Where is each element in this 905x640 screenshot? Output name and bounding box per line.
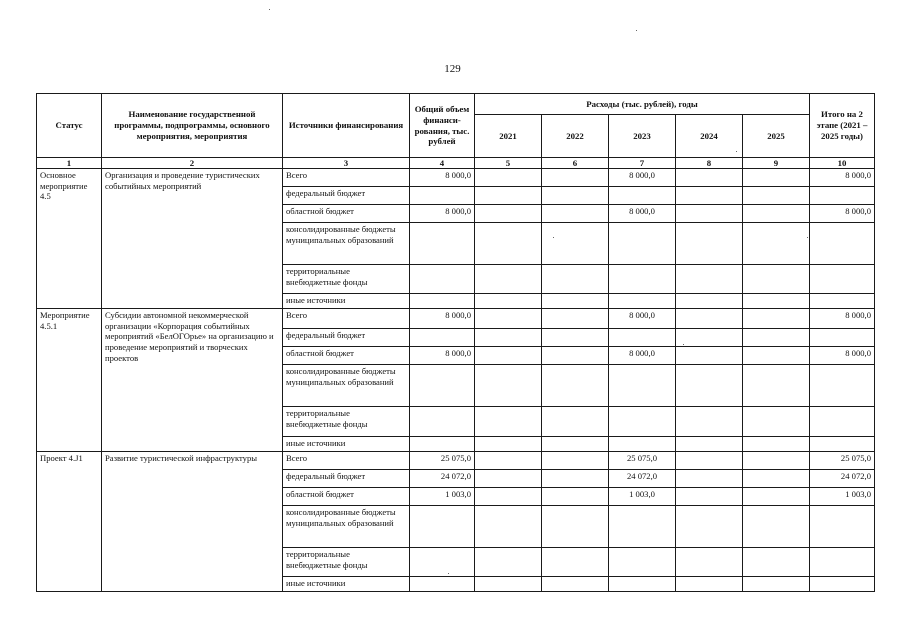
year-cell xyxy=(743,347,810,365)
year-cell xyxy=(743,488,810,506)
stage-total-value: 8 000,0 xyxy=(810,309,875,329)
year-cell xyxy=(676,205,743,223)
year-cell xyxy=(676,577,743,592)
header-total: Общий объем финанси-рования, тыс. рублей xyxy=(410,94,475,158)
year-cell xyxy=(743,294,810,309)
total-value xyxy=(410,407,475,437)
y2023-value xyxy=(609,407,676,437)
year-cell xyxy=(475,407,542,437)
source-label: областной бюджет xyxy=(283,347,410,365)
stage-total-value xyxy=(810,294,875,309)
stage-total-value xyxy=(810,265,875,294)
total-value xyxy=(410,187,475,205)
year-cell xyxy=(475,169,542,187)
column-number: 2 xyxy=(102,158,283,169)
year-cell xyxy=(542,506,609,548)
source-label: консолидированные бюджеты муниципальных образований xyxy=(283,506,410,548)
year-cell xyxy=(676,506,743,548)
total-value: 8 000,0 xyxy=(410,309,475,329)
stage-total-value xyxy=(810,548,875,577)
source-label: территориальные внебюджетные фонды xyxy=(283,265,410,294)
year-cell xyxy=(676,169,743,187)
year-cell xyxy=(542,294,609,309)
year-cell xyxy=(475,506,542,548)
column-number: 1 xyxy=(37,158,102,169)
year-cell xyxy=(676,294,743,309)
header-expenses: Расходы (тыс. рублей), годы xyxy=(475,94,810,115)
total-value xyxy=(410,577,475,592)
year-cell xyxy=(743,577,810,592)
y2023-value xyxy=(609,365,676,407)
column-number: 9 xyxy=(743,158,810,169)
year-cell xyxy=(542,309,609,329)
year-cell xyxy=(743,265,810,294)
year-cell xyxy=(676,329,743,347)
year-cell xyxy=(676,309,743,329)
year-cell xyxy=(676,452,743,470)
stage-total-value xyxy=(810,506,875,548)
year-cell xyxy=(676,548,743,577)
stage-total-value: 8 000,0 xyxy=(810,169,875,187)
total-value: 1 003,0 xyxy=(410,488,475,506)
header-name: Наименование государственной программы, подпрограммы, основного мероприятия, мероприятия xyxy=(102,94,283,158)
year-cell xyxy=(542,577,609,592)
y2023-value: 8 000,0 xyxy=(609,309,676,329)
y2023-value xyxy=(609,548,676,577)
year-cell xyxy=(475,437,542,452)
scan-speck xyxy=(448,573,449,574)
year-cell xyxy=(676,223,743,265)
year-cell xyxy=(542,548,609,577)
year-cell xyxy=(475,223,542,265)
year-cell xyxy=(676,365,743,407)
year-cell xyxy=(676,187,743,205)
column-number: 5 xyxy=(475,158,542,169)
y2023-value: 8 000,0 xyxy=(609,347,676,365)
header-sources: Источники финансирования xyxy=(283,94,410,158)
source-label: областной бюджет xyxy=(283,488,410,506)
stage-total-value xyxy=(810,577,875,592)
year-cell xyxy=(743,452,810,470)
scan-speck xyxy=(807,237,808,238)
year-cell xyxy=(676,347,743,365)
stage-total-value xyxy=(810,223,875,265)
year-cell xyxy=(743,437,810,452)
year-cell xyxy=(542,347,609,365)
total-value xyxy=(410,437,475,452)
total-value xyxy=(410,223,475,265)
year-cell xyxy=(676,437,743,452)
year-cell xyxy=(542,223,609,265)
year-cell xyxy=(676,470,743,488)
year-cell xyxy=(676,407,743,437)
year-cell xyxy=(475,470,542,488)
stage-total-value xyxy=(810,187,875,205)
source-label: территориальные внебюджетные фонды xyxy=(283,548,410,577)
y2023-value xyxy=(609,223,676,265)
y2023-value: 25 075,0 xyxy=(609,452,676,470)
y2023-value xyxy=(609,506,676,548)
year-cell xyxy=(542,488,609,506)
y2023-value xyxy=(609,437,676,452)
total-value xyxy=(410,265,475,294)
total-value: 24 072,0 xyxy=(410,470,475,488)
row-status: Основное мероприятие 4.5 xyxy=(37,169,102,309)
total-value: 8 000,0 xyxy=(410,347,475,365)
header-stage-total: Итого на 2 этапе (2021 – 2025 годы) xyxy=(810,94,875,158)
column-number: 3 xyxy=(283,158,410,169)
year-cell xyxy=(475,294,542,309)
stage-total-value xyxy=(810,365,875,407)
header-year: 2025 xyxy=(743,115,810,158)
page-number: 129 xyxy=(444,63,461,75)
total-value: 8 000,0 xyxy=(410,205,475,223)
total-value xyxy=(410,329,475,347)
year-cell xyxy=(743,187,810,205)
scan-speck xyxy=(683,344,684,345)
column-number: 6 xyxy=(542,158,609,169)
scan-speck xyxy=(736,151,737,152)
total-value xyxy=(410,365,475,407)
year-cell xyxy=(542,452,609,470)
year-cell xyxy=(542,205,609,223)
header-status: Статус xyxy=(37,94,102,158)
total-value: 25 075,0 xyxy=(410,452,475,470)
header-year: 2021 xyxy=(475,115,542,158)
stage-total-value: 25 075,0 xyxy=(810,452,875,470)
column-number: 4 xyxy=(410,158,475,169)
year-cell xyxy=(542,437,609,452)
year-cell xyxy=(676,265,743,294)
source-label: иные источники xyxy=(283,437,410,452)
column-number: 10 xyxy=(810,158,875,169)
year-cell xyxy=(542,407,609,437)
stage-total-value: 8 000,0 xyxy=(810,205,875,223)
stage-total-value xyxy=(810,437,875,452)
stage-total-value xyxy=(810,407,875,437)
year-cell xyxy=(542,169,609,187)
y2023-value: 8 000,0 xyxy=(609,169,676,187)
year-cell xyxy=(475,488,542,506)
year-cell xyxy=(475,187,542,205)
year-cell xyxy=(743,205,810,223)
scan-speck xyxy=(269,9,270,10)
y2023-value xyxy=(609,577,676,592)
scan-speck xyxy=(553,237,554,238)
year-cell xyxy=(542,365,609,407)
source-label: Всего xyxy=(283,452,410,470)
source-label: федеральный бюджет xyxy=(283,329,410,347)
total-value: 8 000,0 xyxy=(410,169,475,187)
year-cell xyxy=(743,365,810,407)
source-label: федеральный бюджет xyxy=(283,187,410,205)
year-cell xyxy=(743,309,810,329)
source-label: областной бюджет xyxy=(283,205,410,223)
year-cell xyxy=(475,265,542,294)
year-cell xyxy=(743,506,810,548)
total-value xyxy=(410,294,475,309)
y2023-value: 8 000,0 xyxy=(609,205,676,223)
year-cell xyxy=(475,365,542,407)
year-cell xyxy=(475,452,542,470)
row-status: Мероприятие 4.5.1 xyxy=(37,309,102,452)
y2023-value: 1 003,0 xyxy=(609,488,676,506)
source-label: федеральный бюджет xyxy=(283,470,410,488)
y2023-value xyxy=(609,187,676,205)
year-cell xyxy=(475,548,542,577)
header-year: 2023 xyxy=(609,115,676,158)
year-cell xyxy=(743,223,810,265)
source-label: иные источники xyxy=(283,294,410,309)
source-label: территориальные внебюджетные фонды xyxy=(283,407,410,437)
year-cell xyxy=(542,187,609,205)
year-cell xyxy=(676,488,743,506)
y2023-value xyxy=(609,329,676,347)
y2023-value xyxy=(609,294,676,309)
row-name: Организация и проведение туристических событийных мероприятий xyxy=(102,169,283,309)
year-cell xyxy=(475,577,542,592)
source-label: консолидированные бюджеты муниципальных образований xyxy=(283,223,410,265)
scan-speck xyxy=(636,30,637,31)
year-cell xyxy=(743,548,810,577)
column-number: 8 xyxy=(676,158,743,169)
source-label: Всего xyxy=(283,169,410,187)
total-value xyxy=(410,506,475,548)
total-value xyxy=(410,548,475,577)
stage-total-value: 1 003,0 xyxy=(810,488,875,506)
header-year: 2022 xyxy=(542,115,609,158)
source-label: консолидированные бюджеты муниципальных образований xyxy=(283,365,410,407)
y2023-value xyxy=(609,265,676,294)
year-cell xyxy=(475,347,542,365)
year-cell xyxy=(743,169,810,187)
year-cell xyxy=(743,407,810,437)
year-cell xyxy=(542,265,609,294)
header-year: 2024 xyxy=(676,115,743,158)
year-cell xyxy=(542,329,609,347)
year-cell xyxy=(475,329,542,347)
stage-total-value: 8 000,0 xyxy=(810,347,875,365)
year-cell xyxy=(542,470,609,488)
year-cell xyxy=(475,205,542,223)
y2023-value: 24 072,0 xyxy=(609,470,676,488)
year-cell xyxy=(743,470,810,488)
year-cell xyxy=(475,309,542,329)
source-label: Всего xyxy=(283,309,410,329)
row-name: Субсидии автономной некоммерческой организации «Корпорация событийных мероприятий «БелОГОрье» на организацию и проведение мероприятий и творческих проектов xyxy=(102,309,283,452)
budget-table xyxy=(36,93,875,592)
stage-total-value: 24 072,0 xyxy=(810,470,875,488)
source-label: иные источники xyxy=(283,577,410,592)
column-number: 7 xyxy=(609,158,676,169)
row-status: Проект 4.J1 xyxy=(37,452,102,592)
year-cell xyxy=(743,329,810,347)
row-name: Развитие туристической инфраструктуры xyxy=(102,452,283,592)
stage-total-value xyxy=(810,329,875,347)
